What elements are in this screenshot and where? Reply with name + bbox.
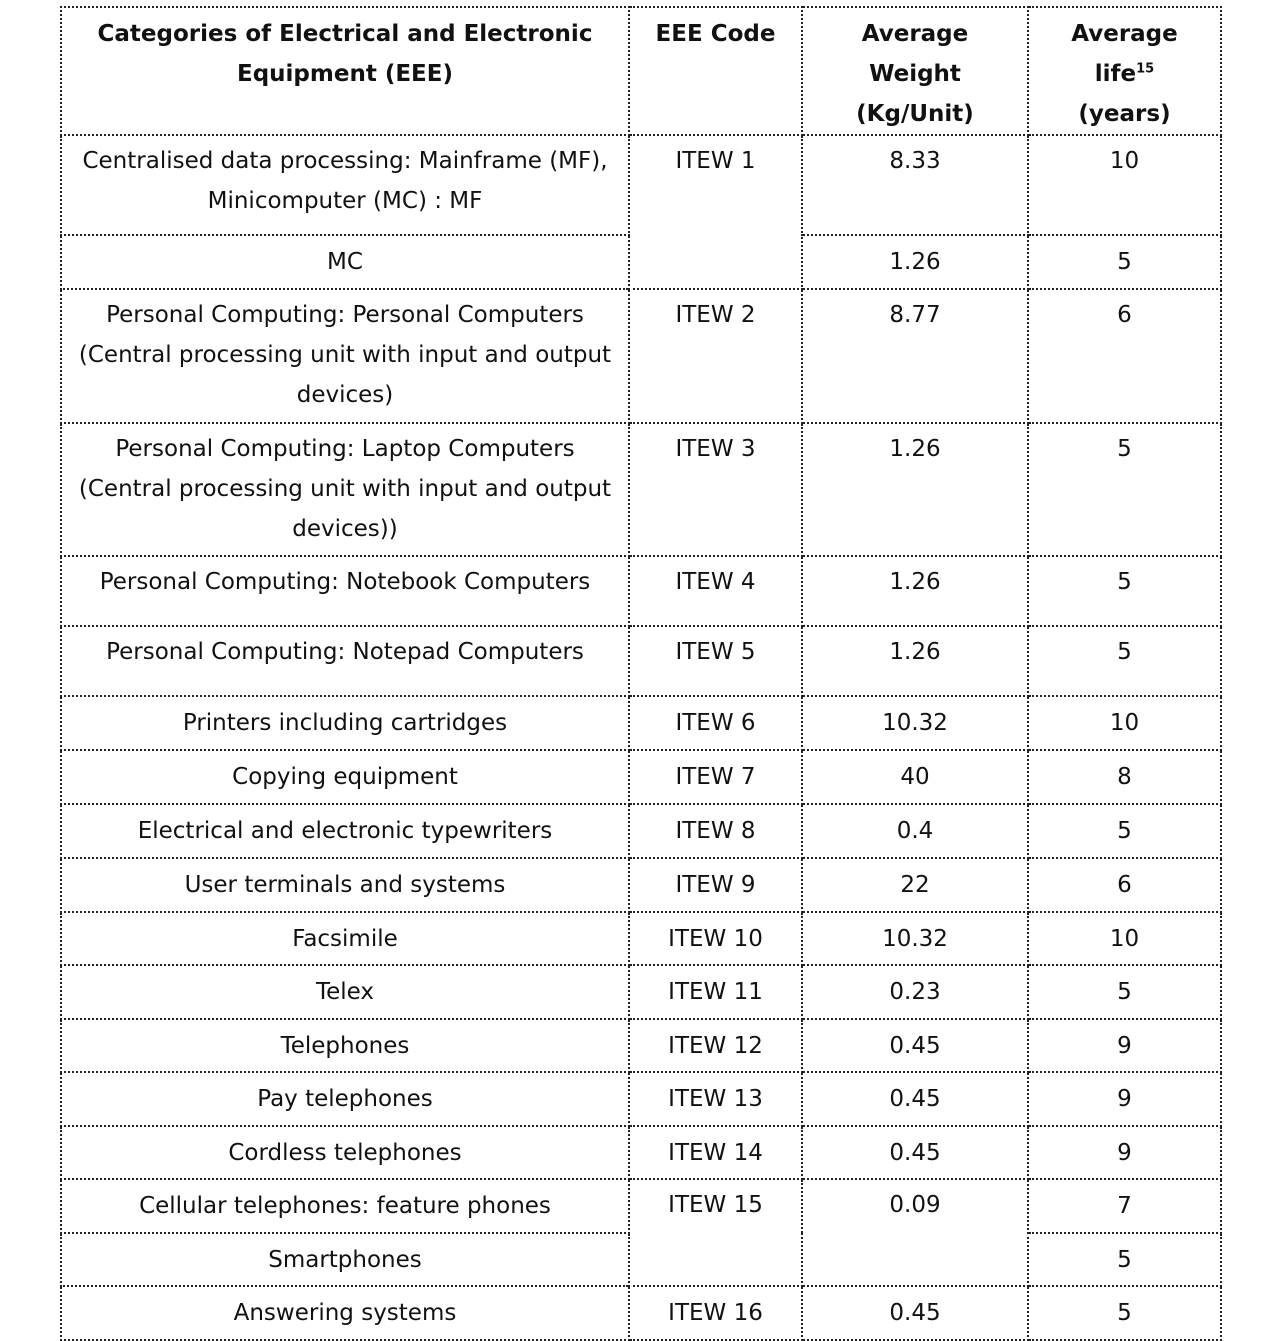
header-weight: Average Weight (Kg/Unit) — [802, 7, 1028, 135]
cell-code: ITEW 12 — [629, 1019, 802, 1072]
cell-life: 6 — [1028, 289, 1221, 423]
table-row — [61, 1286, 1221, 1340]
cell-category: MC — [61, 235, 629, 289]
cell-weight: 10.32 — [802, 912, 1028, 965]
cell-category: Cordless telephones — [61, 1126, 629, 1179]
table-row — [61, 135, 1221, 235]
cell-code: ITEW 7 — [629, 750, 802, 804]
cell-life: 5 — [1028, 1286, 1221, 1340]
cell-code: ITEW 9 — [629, 858, 802, 912]
cell-life: 5 — [1028, 965, 1221, 1019]
cell-category: Smartphones — [61, 1233, 629, 1286]
cell-life: 5 — [1028, 804, 1221, 858]
table-row — [61, 289, 1221, 423]
cell-category: User terminals and systems — [61, 858, 629, 912]
cell-life: 7 — [1028, 1179, 1221, 1233]
table-row — [61, 1179, 1221, 1233]
header-category: Categories of Electrical and Electronic Equipment (EEE) — [61, 7, 629, 135]
cell-life: 5 — [1028, 556, 1221, 626]
cell-category: Pay telephones — [61, 1072, 629, 1126]
cell-life: 10 — [1028, 135, 1221, 235]
cell-category: Printers including cartridges — [61, 696, 629, 750]
cell-weight: 0.45 — [802, 1072, 1028, 1126]
cell-category: Personal Computing: Personal Computers (Central processing unit with input and output devices) — [61, 289, 629, 423]
cell-weight: 0.23 — [802, 965, 1028, 1019]
cell-code: ITEW 16 — [629, 1286, 802, 1340]
cell-code: ITEW 15 — [629, 1179, 802, 1286]
cell-code: ITEW 5 — [629, 626, 802, 696]
cell-life: 9 — [1028, 1072, 1221, 1126]
header-life-label: Average life — [1071, 21, 1178, 87]
eee-table — [60, 6, 1222, 1341]
header-life-unit: (years) — [1078, 101, 1171, 127]
cell-category: Telephones — [61, 1019, 629, 1072]
cell-weight: 22 — [802, 858, 1028, 912]
cell-category: Copying equipment — [61, 750, 629, 804]
table-row — [61, 912, 1221, 965]
table-row — [61, 556, 1221, 626]
cell-life: 10 — [1028, 912, 1221, 965]
cell-weight: 8.33 — [802, 135, 1028, 235]
table-row — [61, 750, 1221, 804]
cell-weight: 1.26 — [802, 235, 1028, 289]
cell-category: Electrical and electronic typewriters — [61, 804, 629, 858]
header-life — [1028, 7, 1221, 135]
cell-code: ITEW 6 — [629, 696, 802, 750]
table-row — [61, 626, 1221, 696]
cell-category: Answering systems — [61, 1286, 629, 1340]
cell-weight: 8.77 — [802, 289, 1028, 423]
cell-life: 9 — [1028, 1019, 1221, 1072]
cell-life: 9 — [1028, 1126, 1221, 1179]
table-row — [61, 423, 1221, 556]
header-life-footnote: 15 — [1136, 61, 1155, 77]
header-code: EEE Code — [629, 7, 802, 135]
cell-weight: 40 — [802, 750, 1028, 804]
cell-category: Facsimile — [61, 912, 629, 965]
cell-code: ITEW 4 — [629, 556, 802, 626]
cell-category: Cellular telephones: feature phones — [61, 1179, 629, 1233]
table-row — [61, 858, 1221, 912]
cell-code: ITEW 8 — [629, 804, 802, 858]
cell-category: Personal Computing: Notepad Computers — [61, 626, 629, 696]
cell-code: ITEW 13 — [629, 1072, 802, 1126]
cell-code: ITEW 1 — [629, 135, 802, 289]
table-row — [61, 696, 1221, 750]
cell-life: 5 — [1028, 235, 1221, 289]
cell-life: 6 — [1028, 858, 1221, 912]
table-row — [61, 1126, 1221, 1179]
cell-weight: 0.09 — [802, 1179, 1028, 1286]
cell-weight: 0.45 — [802, 1019, 1028, 1072]
cell-life: 5 — [1028, 423, 1221, 556]
cell-code: ITEW 14 — [629, 1126, 802, 1179]
cell-life: 8 — [1028, 750, 1221, 804]
cell-code: ITEW 3 — [629, 423, 802, 556]
cell-weight: 1.26 — [802, 423, 1028, 556]
cell-life: 10 — [1028, 696, 1221, 750]
cell-life: 5 — [1028, 1233, 1221, 1286]
cell-weight: 0.4 — [802, 804, 1028, 858]
cell-weight: 0.45 — [802, 1126, 1028, 1179]
table-row — [61, 804, 1221, 858]
cell-weight: 0.45 — [802, 1286, 1028, 1340]
cell-code: ITEW 2 — [629, 289, 802, 423]
cell-code: ITEW 10 — [629, 912, 802, 965]
table-row — [61, 965, 1221, 1019]
cell-category: Telex — [61, 965, 629, 1019]
cell-category: Centralised data processing: Mainframe (MF), Minicomputer (MC) : MF — [61, 135, 629, 235]
cell-weight: 1.26 — [802, 556, 1028, 626]
cell-weight: 10.32 — [802, 696, 1028, 750]
cell-code: ITEW 11 — [629, 965, 802, 1019]
table-row — [61, 1072, 1221, 1126]
cell-weight: 1.26 — [802, 626, 1028, 696]
cell-category: Personal Computing: Notebook Computers — [61, 556, 629, 626]
cell-category: Personal Computing: Laptop Computers (Central processing unit with input and output devices)) — [61, 423, 629, 556]
cell-life: 5 — [1028, 626, 1221, 696]
header-row — [61, 7, 1221, 135]
table-row — [61, 1019, 1221, 1072]
